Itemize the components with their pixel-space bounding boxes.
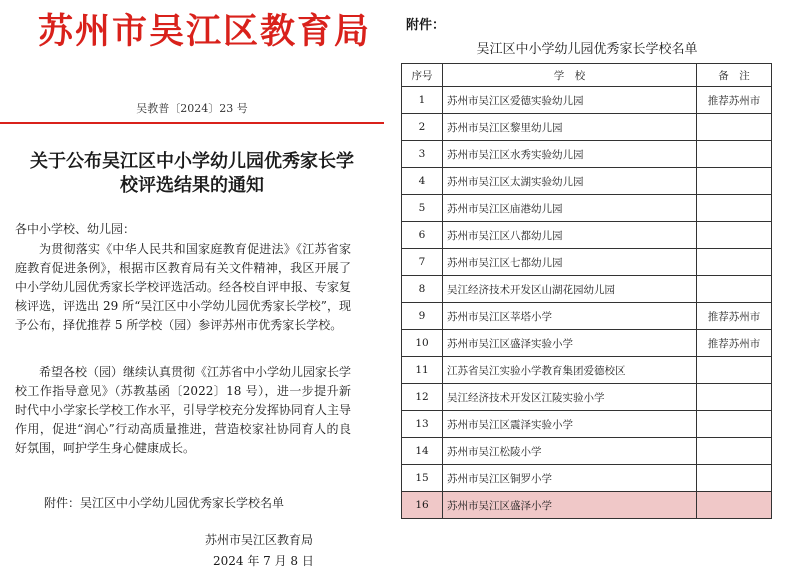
row-number: 3 — [402, 141, 443, 168]
body-paragraph-2: 希望各校（园）继续认真贯彻《江苏省中小学幼儿园家长学校工作指导意见》（苏教基函〔2022〕18 号），进一步提升新时代中小学家长学校工作水平，引导学校充分发挥协同育人主导作用，促进“润心”行动高质量推进，营造校家社协同育人的良好氛围，呵护学生身心健康成长。 — [15, 365, 352, 455]
table-row — [402, 411, 772, 438]
remark — [697, 168, 772, 195]
row-number: 7 — [402, 249, 443, 276]
table-row — [402, 465, 772, 492]
row-number: 9 — [402, 303, 443, 330]
school-name: 苏州市吴江区盛泽小学 — [443, 492, 697, 519]
signature: 苏州市吴江区教育局 — [205, 533, 314, 547]
row-number: 11 — [402, 357, 443, 384]
row-number: 14 — [402, 438, 443, 465]
school-name: 苏州市吴江区莘塔小学 — [443, 303, 697, 330]
school-name: 苏州市吴江区黎里幼儿园 — [443, 114, 697, 141]
row-number: 8 — [402, 276, 443, 303]
remark — [697, 384, 772, 411]
remark — [697, 222, 772, 249]
salutation: 各中小学校、幼儿园： — [15, 222, 136, 236]
column-header-no: 序号 — [402, 64, 443, 87]
notice-title-line1: 关于公布吴江区中小学幼儿园优秀家长学 — [30, 151, 354, 172]
school-name: 苏州市吴江区庙港幼儿园 — [443, 195, 697, 222]
school-name: 吴江经济技术开发区江陵实验小学 — [443, 384, 697, 411]
remark — [697, 465, 772, 492]
row-number: 5 — [402, 195, 443, 222]
row-number: 13 — [402, 411, 443, 438]
remark — [697, 114, 772, 141]
table-row — [402, 249, 772, 276]
column-header-school: 学 校 — [443, 64, 697, 87]
table-row — [402, 276, 772, 303]
table-row — [402, 141, 772, 168]
notice-document — [0, 0, 384, 568]
remark: 推荐苏州市 — [697, 303, 772, 330]
table-header-row — [402, 64, 772, 87]
list-title: 吴江区中小学幼儿园优秀家长学校名单 — [476, 42, 698, 57]
school-name: 苏州市吴江区震泽实验小学 — [443, 411, 697, 438]
row-number: 6 — [402, 222, 443, 249]
remark — [697, 276, 772, 303]
row-number: 4 — [402, 168, 443, 195]
remark — [697, 249, 772, 276]
table-row — [402, 87, 772, 114]
table-row — [402, 168, 772, 195]
attachment-reference: 附件：吴江区中小学幼儿园优秀家长学校名单 — [44, 496, 285, 510]
row-number: 16 — [402, 492, 443, 519]
table-row — [402, 330, 772, 357]
school-name: 苏州市吴江区八都幼儿园 — [443, 222, 697, 249]
remark: 推荐苏州市 — [697, 87, 772, 114]
remark: 推荐苏州市 — [697, 330, 772, 357]
table-row — [402, 222, 772, 249]
red-divider — [0, 122, 384, 124]
table-row — [402, 195, 772, 222]
table-row — [402, 357, 772, 384]
table-row — [402, 114, 772, 141]
school-name: 苏州市吴江区水秀实验幼儿园 — [443, 141, 697, 168]
remark — [697, 411, 772, 438]
issue-date: 2024 年 7 月 8 日 — [213, 554, 314, 568]
school-name: 苏州市吴江松陵小学 — [443, 438, 697, 465]
row-number: 12 — [402, 384, 443, 411]
column-header-remark: 备 注 — [697, 64, 772, 87]
table-row — [402, 492, 772, 519]
school-name: 江苏省吴江实验小学教育集团爱德校区 — [443, 357, 697, 384]
attachment-label: 附件： — [406, 18, 446, 33]
school-name: 苏州市吴江区太湖实验幼儿园 — [443, 168, 697, 195]
table-row — [402, 384, 772, 411]
remark — [697, 195, 772, 222]
row-number: 10 — [402, 330, 443, 357]
school-name: 苏州市吴江区盛泽实验小学 — [443, 330, 697, 357]
body-paragraph-1: 为贯彻落实《中华人民共和国家庭教育促进法》《江苏省家庭教育促进条例》，根据市区教育局有关文件精神，我区开展了中小学幼儿园优秀家长学校评选活动。经各校自评申报、专家复核评选，评选出 29 所“吴江区中小学幼儿园优秀家长学校”，现予公布，择优推荐 5 所学校（园）参评苏州市优秀家长学校。 — [15, 242, 352, 332]
row-number: 1 — [402, 87, 443, 114]
school-table — [401, 63, 772, 519]
row-number: 15 — [402, 465, 443, 492]
remark — [697, 492, 772, 519]
remark — [697, 141, 772, 168]
notice-title — [0, 150, 384, 198]
school-name: 苏州市吴江区铜罗小学 — [443, 465, 697, 492]
school-name: 吴江经济技术开发区山湖花园幼儿园 — [443, 276, 697, 303]
attachment-page — [384, 0, 800, 565]
school-name: 苏州市吴江区七都幼儿园 — [443, 249, 697, 276]
org-name-header: 苏州市吴江区教育局 — [38, 12, 372, 52]
notice-title-line2: 校评选结果的通知 — [120, 175, 264, 196]
table-row — [402, 303, 772, 330]
table-row — [402, 438, 772, 465]
remark — [697, 438, 772, 465]
row-number: 2 — [402, 114, 443, 141]
document-number: 吴教普〔2024〕23 号 — [136, 102, 248, 115]
remark — [697, 357, 772, 384]
school-name: 苏州市吴江区爱德实验幼儿园 — [443, 87, 697, 114]
